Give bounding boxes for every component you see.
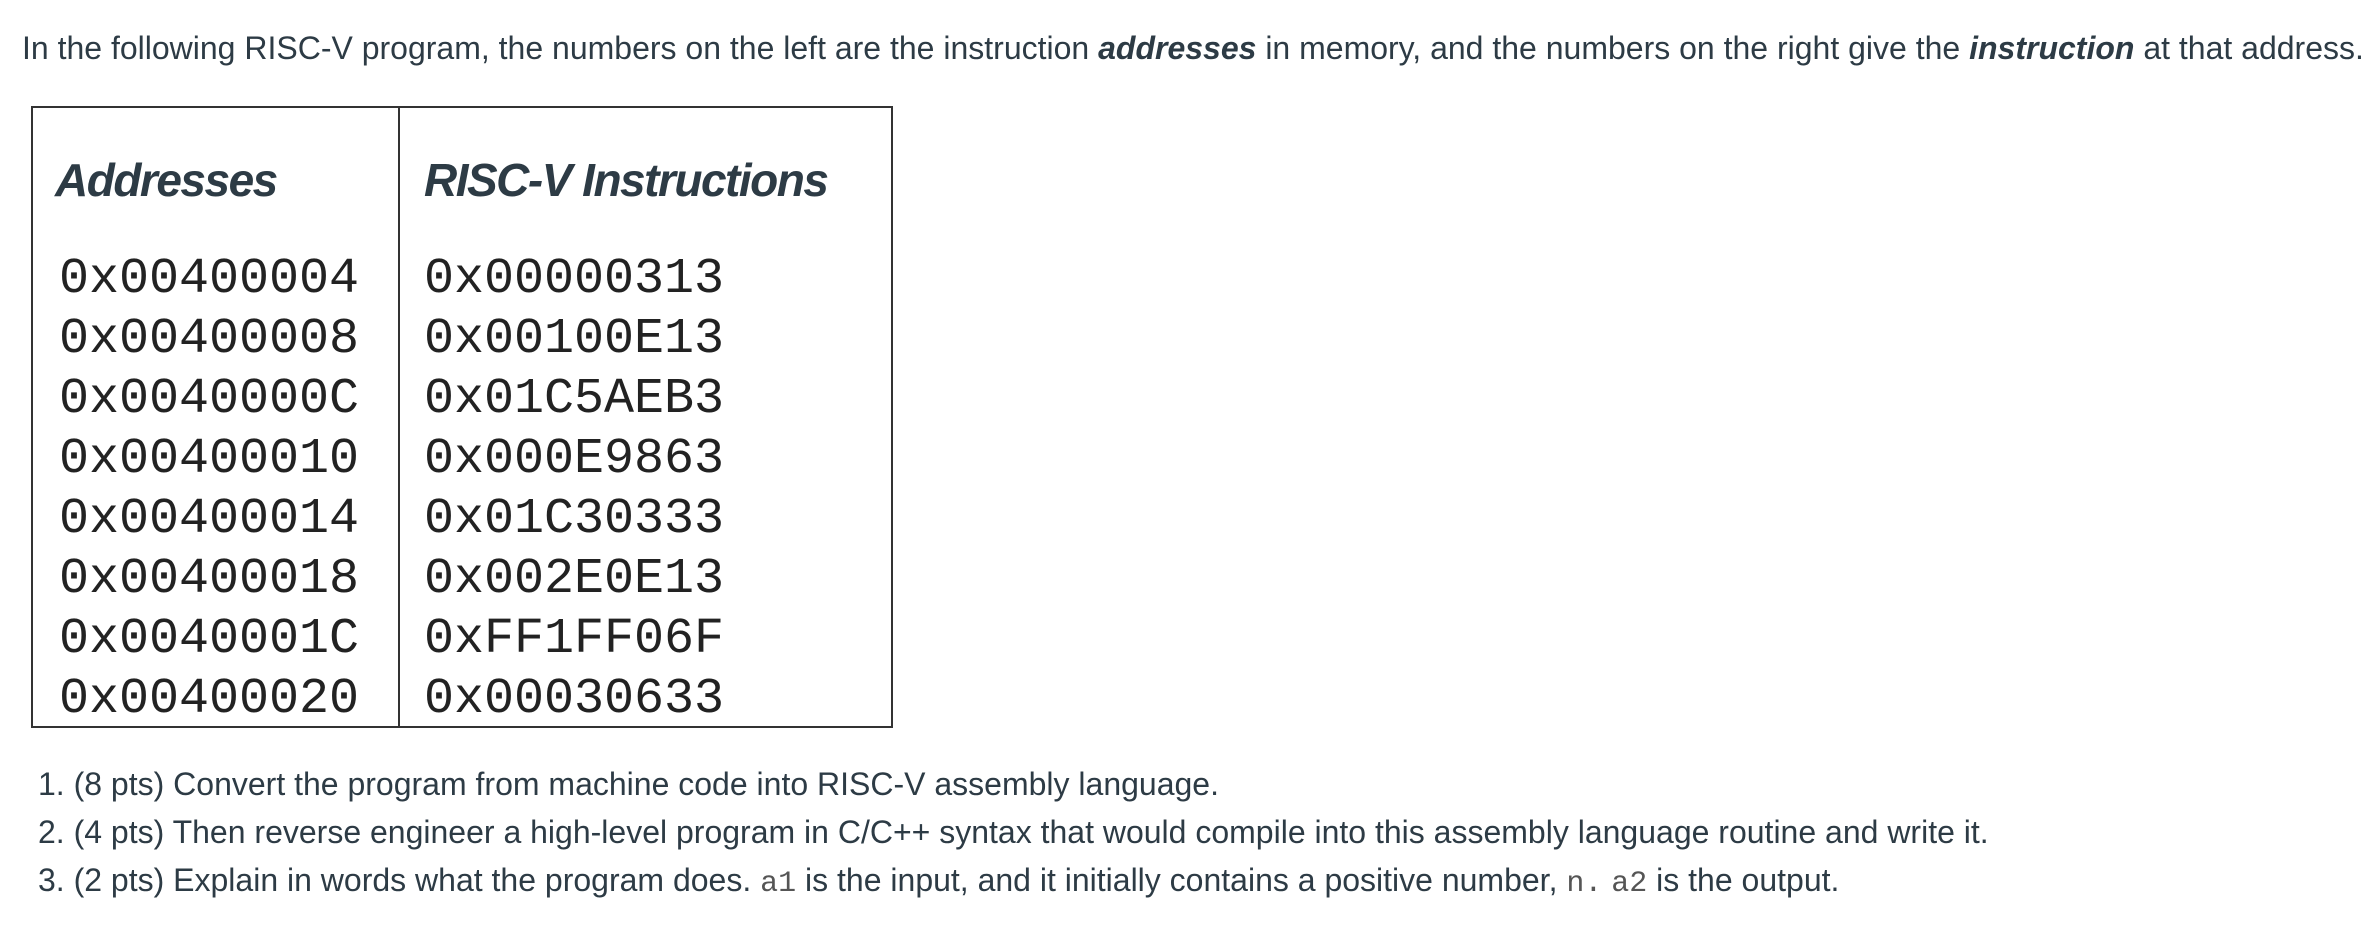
address-cell: 0x00400008 [59,311,360,368]
question-3-text-2: is the input, and it initially contains a positive number, [796,862,1567,898]
address-cell: 0x0040000C [59,371,360,428]
address-cell: 0x00400020 [59,671,360,728]
instruction-cell: 0x00030633 [424,671,725,728]
program-table [31,106,893,728]
instruction-column-header: RISC-V Instructions [424,154,828,206]
instruction-cell: 0x000E9863 [424,431,725,488]
address-list [59,250,359,730]
instruction-cell: 0x00000313 [424,251,725,308]
code-n: n. [1566,867,1603,901]
instruction-column [400,108,891,726]
question-3-text-3 [1602,862,1611,898]
question-list [38,760,1989,904]
question-3-text-1: 3. (2 pts) Explain in words what the program does. [38,862,761,898]
address-cell: 0x00400014 [59,491,360,548]
intro-emphasis-instruction: instruction [1969,30,2135,66]
intro-text-1: In the following RISC-V program, the numbers on the left are the instruction [22,30,1099,66]
question-3-text-4: is the output. [1647,862,1840,898]
address-cell: 0x0040001C [59,611,360,668]
question-1: 1. (8 pts) Convert the program from machine code into RISC-V assembly language. [38,766,1219,802]
intro-paragraph [22,22,2364,74]
instruction-cell: 0x01C5AEB3 [424,371,725,428]
instruction-cell: 0x00100E13 [424,311,725,368]
instruction-cell: 0x01C30333 [424,491,725,548]
address-cell: 0x00400004 [59,251,360,308]
address-column-header: Addresses [55,154,277,206]
instruction-cell: 0xFF1FF06F [424,611,725,668]
code-a1: a1 [760,867,797,901]
address-column [33,108,400,726]
intro-text-2: in memory, and the numbers on the right give the [1256,30,1970,66]
address-cell: 0x00400018 [59,551,360,608]
intro-emphasis-addresses: addresses [1098,30,1257,66]
question-3 [38,856,1989,904]
address-cell: 0x00400010 [59,431,360,488]
instruction-cell: 0x002E0E13 [424,551,725,608]
intro-text-3: at that address. [2134,30,2364,66]
code-a2: a2 [1611,867,1648,901]
instruction-list [424,250,724,730]
question-2: 2. (4 pts) Then reverse engineer a high-level program in C/C++ syntax that would compile into this assembly language routine and write it. [38,814,1989,850]
